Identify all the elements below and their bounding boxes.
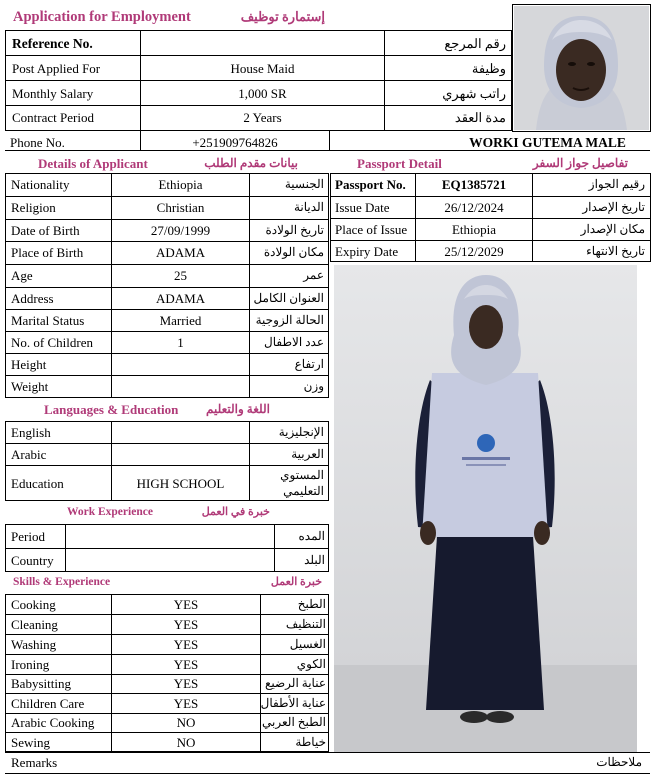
arabic-label-ar: العربية bbox=[291, 447, 324, 461]
age-label-ar: عمر bbox=[303, 268, 324, 282]
weight-label-ar: وزن bbox=[303, 379, 324, 393]
address-label: Address bbox=[11, 291, 54, 306]
skill-cooking-label-ar: الطبخ bbox=[297, 597, 326, 611]
skill-children-care-value: YES bbox=[173, 696, 199, 711]
passport-no-label: Passport No. bbox=[335, 177, 406, 192]
skill-washing-value: YES bbox=[173, 637, 199, 652]
portrait-photo bbox=[514, 6, 649, 130]
education-label: Education bbox=[11, 476, 64, 491]
skill-children-care-label-ar: عناية الأطفال bbox=[260, 696, 326, 710]
issue-date-label-ar: تاريخ الإصدار bbox=[582, 200, 645, 214]
work-title-ar: خبرة في العمل bbox=[201, 506, 270, 518]
marital-label-ar: الحالة الزوجية bbox=[255, 313, 324, 327]
applicant-title-ar: بيانات مقدم الطلب bbox=[204, 156, 298, 170]
passport-no-label-ar: رقيم الجواز bbox=[588, 177, 645, 191]
post-value: House Maid bbox=[230, 61, 295, 76]
contract-label-ar: مدة العقد bbox=[454, 110, 506, 125]
place-of-issue-label: Place of Issue bbox=[335, 222, 408, 237]
pob-label: Place of Birth bbox=[11, 245, 84, 260]
nationality-label: Nationality bbox=[11, 177, 70, 192]
languages-title-en: Languages & Education bbox=[44, 402, 179, 417]
address-label-ar: العنوان الكامل bbox=[253, 291, 324, 305]
weight-label: Weight bbox=[11, 379, 49, 394]
height-label: Height bbox=[11, 357, 47, 372]
pob-value: ADAMA bbox=[155, 245, 206, 260]
skill-cooking-label: Cooking bbox=[11, 597, 56, 612]
reference-label-ar: رقم المرجع bbox=[444, 36, 506, 51]
height-label-ar: ارتفاع bbox=[294, 357, 324, 371]
children-label: No. of Children bbox=[11, 335, 93, 350]
marital-value: Married bbox=[159, 313, 202, 328]
contract-value: 2 Years bbox=[243, 110, 282, 125]
skill-children-care-label: Children Care bbox=[11, 696, 85, 711]
salary-label-ar: راتب شهري bbox=[442, 86, 506, 101]
salary-value: 1,000 SR bbox=[238, 86, 287, 101]
skill-sewing-label: Sewing bbox=[11, 735, 50, 750]
skill-sewing-value: NO bbox=[176, 735, 196, 750]
education-label-ar-1: المستوي bbox=[280, 468, 324, 482]
work-title-en: Work Experience bbox=[67, 506, 153, 518]
applicant-name: WORKI GUTEMA MALE bbox=[469, 135, 626, 150]
country-label-ar: البلد bbox=[304, 553, 325, 567]
title-en: Application for Employment bbox=[13, 9, 191, 25]
full-body-photo bbox=[334, 265, 637, 752]
dob-label-ar: تاريخ الولادة bbox=[265, 223, 324, 237]
skill-babysitting-value: YES bbox=[173, 676, 199, 691]
title-ar: إستمارة توظيف bbox=[240, 9, 325, 24]
age-label: Age bbox=[11, 268, 33, 283]
phone-value: +251909764826 bbox=[192, 135, 278, 150]
issue-date-value: 26/12/2024 bbox=[444, 200, 504, 215]
skill-cleaning-label: Cleaning bbox=[11, 617, 58, 632]
phone-label: Phone No. bbox=[10, 135, 65, 150]
skill-cleaning-value: YES bbox=[173, 617, 199, 632]
nationality-value: Ethiopia bbox=[158, 177, 203, 192]
languages-title-ar: اللغة والتعليم bbox=[206, 402, 270, 416]
skill-ironing-value: YES bbox=[173, 657, 199, 672]
period-label-ar: المده bbox=[298, 529, 325, 543]
skill-arabic-cooking-value: NO bbox=[176, 715, 196, 730]
post-label: Post Applied For bbox=[12, 61, 101, 76]
education-value: HIGH SCHOOL bbox=[136, 476, 225, 491]
skill-washing-label: Washing bbox=[11, 637, 57, 652]
arabic-label: Arabic bbox=[11, 447, 47, 462]
remarks-label: Remarks bbox=[11, 755, 58, 770]
skill-cleaning-label-ar: التنظيف bbox=[285, 617, 326, 631]
children-value: 1 bbox=[177, 335, 184, 350]
religion-value: Christian bbox=[156, 200, 205, 215]
skill-washing-label-ar: الغسيل bbox=[289, 637, 326, 651]
children-label-ar: عدد الاطفال bbox=[264, 335, 324, 349]
skill-arabic-cooking-label-ar: الطبخ العربي bbox=[262, 715, 326, 729]
reference-label: Reference No. bbox=[12, 36, 93, 51]
expiry-date-label: Expiry Date bbox=[335, 244, 399, 259]
english-label: English bbox=[11, 425, 51, 440]
expiry-date-value: 25/12/2029 bbox=[444, 244, 504, 259]
place-of-issue-value: Ethiopia bbox=[451, 222, 497, 237]
skills-title-ar: خبرة العمل bbox=[270, 576, 322, 588]
issue-date-label: Issue Date bbox=[335, 200, 390, 215]
age-value: 25 bbox=[174, 268, 187, 283]
remarks-label-ar: ملاحظات bbox=[596, 755, 642, 769]
salary-label: Monthly Salary bbox=[12, 86, 94, 101]
skill-sewing-label-ar: خياطة bbox=[295, 735, 326, 749]
address-value: ADAMA bbox=[155, 291, 206, 306]
period-label: Period bbox=[11, 529, 45, 544]
skill-ironing-label: Ironing bbox=[11, 657, 50, 672]
skill-babysitting-label: Babysitting bbox=[11, 676, 71, 691]
expiry-date-label-ar: تاريخ الانتهاء bbox=[586, 244, 645, 258]
dob-value: 27/09/1999 bbox=[150, 223, 211, 238]
skill-babysitting-label-ar: عناية الرضيع bbox=[264, 676, 326, 690]
skill-cooking-value: YES bbox=[173, 597, 199, 612]
skill-ironing-label-ar: الكوي bbox=[296, 657, 326, 671]
place-of-issue-label-ar: مكان الإصدار bbox=[580, 222, 645, 236]
contract-label: Contract Period bbox=[12, 110, 94, 125]
religion-label: Religion bbox=[11, 200, 56, 215]
skills-title-en: Skills & Experience bbox=[13, 576, 111, 588]
religion-label-ar: الديانة bbox=[293, 200, 324, 214]
dob-label: Date of Birth bbox=[11, 223, 80, 238]
post-label-ar: وظيفة bbox=[471, 61, 506, 76]
education-label-ar-2: التعليمي bbox=[283, 484, 324, 498]
passport-title-ar: تفاصيل جواز السفر bbox=[532, 156, 628, 170]
marital-label: Marital Status bbox=[11, 313, 85, 328]
applicant-title-en: Details of Applicant bbox=[38, 156, 148, 171]
passport-title-en: Passport Detail bbox=[357, 156, 442, 171]
skill-arabic-cooking-label: Arabic Cooking bbox=[11, 715, 95, 730]
english-label-ar: الإنجليزية bbox=[278, 425, 324, 439]
nationality-label-ar: الجنسية bbox=[284, 177, 324, 191]
passport-no-value: EQ1385721 bbox=[441, 177, 507, 192]
country-label: Country bbox=[11, 553, 54, 568]
pob-label-ar: مكان الولادة bbox=[263, 245, 324, 259]
